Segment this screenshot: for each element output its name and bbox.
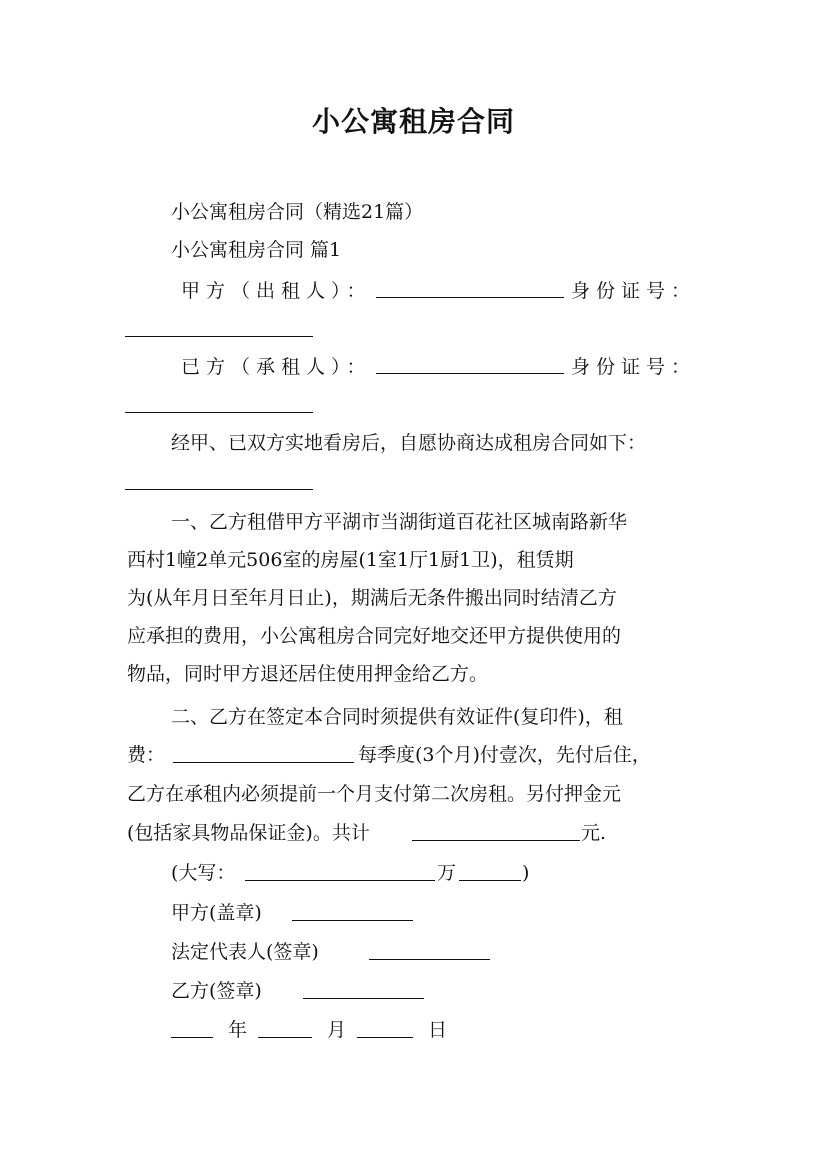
rent-amount-blank	[173, 762, 354, 763]
clause1-line: 物品，同时甲方退还居住使用押金给乙方。	[127, 663, 489, 685]
party-a-seal-label: 甲方(盖章)	[171, 902, 262, 924]
party-b-id-blank	[125, 412, 313, 413]
party-a-label: 甲方（出租人）：	[181, 280, 372, 302]
day-blank	[357, 1037, 413, 1038]
clause1-line: 一、乙方租借甲方平湖市当湖街道百花社区城南路新华	[171, 511, 628, 533]
caps-wan: 万	[437, 862, 457, 884]
clause2-rent-label: 费：	[127, 744, 166, 766]
clause1-line: 西村1幢2单元506室的房屋(1室1厅1厨1卫)，租赁期	[127, 549, 574, 571]
clause2-total-label: (包括家具物品保证金)。共计	[127, 822, 370, 844]
clause2-line: 每季度(3个月)付壹次，先付后住，	[358, 744, 651, 766]
party-a-id-label: 身份证号：	[571, 280, 697, 302]
clause2-line: 二、乙方在签定本合同时须提供有效证件(复印件)，租	[171, 706, 623, 728]
month-blank	[258, 1037, 312, 1038]
clause2-line: 乙方在承租内必须提前一个月支付第二次房租。另付押金元	[127, 783, 622, 805]
party-a-name-blank	[376, 297, 564, 298]
doc-subtitle: 小公寓租房合同（精选21篇）	[171, 201, 424, 223]
clause1-line: 为(从年月日至年月日止)，期满后无条件搬出同时结清乙方	[127, 587, 617, 609]
legal-rep-label: 法定代表人(签章)	[171, 941, 319, 963]
party-a-seal-blank	[292, 920, 413, 921]
year-label: 年	[228, 1019, 248, 1041]
party-b-id-label: 身份证号：	[571, 356, 697, 378]
intro-text: 经甲、已双方实地看房后，自愿协商达成租房合同如下：	[171, 432, 647, 454]
caps-label: (大写：	[171, 862, 236, 884]
party-b-label: 已方（承租人）：	[181, 356, 372, 378]
legal-rep-blank	[369, 959, 490, 960]
party-a-id-blank	[125, 336, 313, 337]
year-blank	[171, 1037, 213, 1038]
intro-blank	[125, 489, 313, 490]
clause1-line: 应承担的费用，小公寓租房合同完好地交还甲方提供使用的	[127, 625, 622, 647]
clause2-yuan: 元.	[581, 822, 607, 844]
caps-close: )	[522, 862, 530, 884]
month-label: 月	[327, 1019, 347, 1041]
day-label: 日	[428, 1019, 448, 1041]
party-b-sign-label: 乙方(签章)	[171, 980, 262, 1002]
page-title: 小公寓租房合同	[311, 105, 515, 138]
caps-wan-blank	[459, 880, 521, 881]
total-amount-blank	[412, 840, 580, 841]
section-heading: 小公寓租房合同 篇1	[171, 239, 342, 261]
party-b-sign-blank	[303, 998, 424, 999]
caps-blank	[245, 880, 435, 881]
party-b-name-blank	[376, 373, 564, 374]
